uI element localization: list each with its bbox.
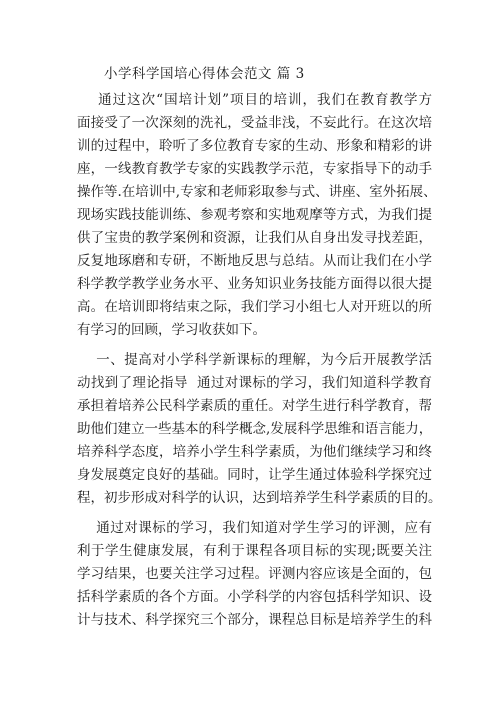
text-line: 训的过程中，聆听了多位教育专家的生动、形象和精彩的讲 [77,138,432,154]
text-line: 高。在培训即将结束之际，我们学习小组七人对开班以的所 [77,299,432,315]
text-line: 程，初步形成对科学的认识，达到培养学生科学素质的目的。 [77,490,442,506]
text-line: 现场实践技能训练、参观考察和实地观摩等方式，为我们提 [77,207,432,223]
text-line: 座，一线教育教学专家的实践教学示范，专家指导下的动手 [77,161,432,177]
document-title: 小学科学国培心得体会范文 篇 3 [104,66,305,82]
text-line: 括科学素质的各个方面。小学科学的内容包括科学知识、设 [77,589,432,605]
text-line: 有学习的回顾，学习收获如下。 [77,322,266,338]
text-line: 计与技术、科学探究三个部分，课程总目标是培养学生的科 [77,612,432,628]
text-line: 利于学生健康发展，有利于课程各项目标的实现;既要关注 [77,543,432,559]
text-line: 身发展奠定良好的基础。同时，让学生通过体验科学探究过 [77,467,432,483]
text-line: 通过对课标的学习，我们知道对学生学习的评测，应有 [77,520,432,536]
text-line: 承担着培养公民科学素质的重任。对学生进行科学教育，帮 [77,398,432,414]
text-line: 学习结果，也要关注学习过程。评测内容应该是全面的，包 [77,566,432,582]
text-line: 一、提高对小学科学新课标的理解，为今后开展教学活 [77,352,432,368]
text-line: 科学教学教学业务水平、业务知识业务技能方面得以很大提 [77,276,432,292]
text-line: 通过这次“国培计划”项目的培训，我们在教育教学方 [77,92,432,108]
text-line: 操作等.在培训中,专家和老师彩取参与式、讲座、室外拓展、 [77,184,437,200]
text-line: 面接受了一次深刻的洗礼，受益非浅，不妄此行。在这次培 [77,115,432,131]
text-line: 反复地琢磨和专研，不断地反思与总结。从而让我们在小学 [77,253,432,269]
text-line: 供了宝贵的教学案例和资源，让我们从自身出发寻找差距， [77,230,432,246]
text-line: 动找到了理论指导 通过对课标的学习，我们知道科学教育 [77,375,432,391]
text-line: 培养科学态度，培养小学生科学素质，为他们继续学习和终 [77,444,432,460]
text-line: 助他们建立一些基本的科学概念,发展科学思维和语言能力， [77,421,433,437]
